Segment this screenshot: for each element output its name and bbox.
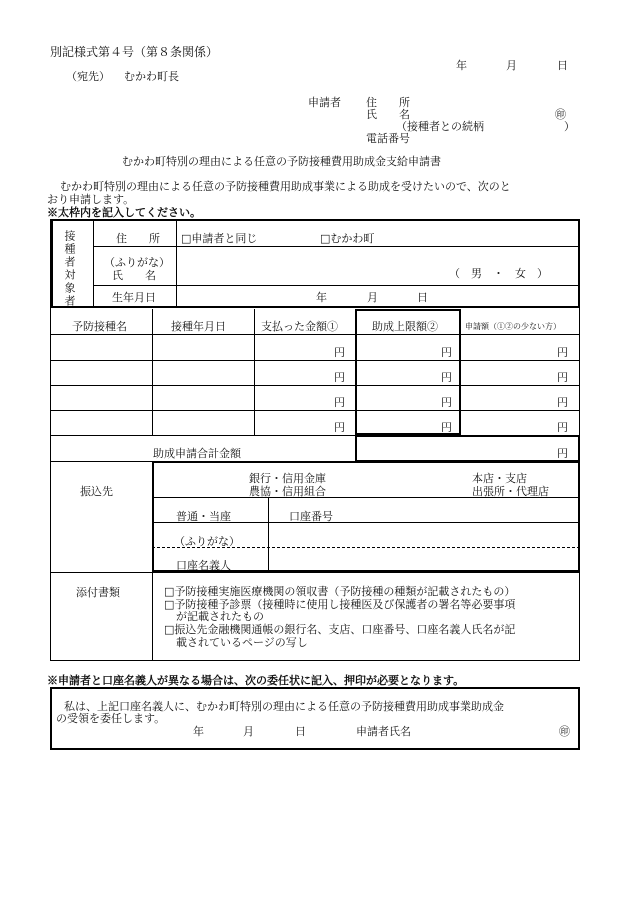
branch-type-line-2: 出張所・代理店 (472, 485, 549, 498)
yen-r3-c5: 円 (557, 396, 568, 409)
account-number-label: 口座番号 (289, 510, 333, 523)
applicant-phone-label: 電話番号 (366, 132, 410, 145)
header-vaccination-date: 接種年月日 (171, 320, 226, 333)
yen-r3-c4: 円 (441, 396, 452, 409)
total-amount-yen: 円 (557, 447, 568, 460)
delegation-line-2: の受領を委任します。 (56, 712, 166, 725)
addressee-prefix: （宛先） (66, 70, 110, 83)
applicant-address-label: 住 所 (366, 96, 410, 109)
header-amount-paid: 支払った金額① (261, 320, 338, 333)
addressee: むかわ町長 (124, 70, 179, 83)
attachment-questionnaire-cont: が記載されたもの (176, 610, 264, 623)
date-day: 日 (557, 59, 568, 72)
page-title: むかわ町特別の理由による任意の予防接種費用助成金支給申請書 (122, 155, 441, 168)
recipient-name-label: 氏 名 (112, 269, 156, 282)
intro-line-2: おり申請します。 (47, 193, 135, 206)
yen-r1-c4: 円 (441, 346, 452, 359)
birth-date-label: 生年月日 (112, 291, 156, 304)
delegation-year: 年 (193, 725, 204, 738)
yen-r2-c3: 円 (334, 371, 345, 384)
delegation-applicant-name-label: 申請者氏名 (356, 725, 411, 738)
recipient-section-label: 接種者対象者 (63, 230, 76, 308)
delegation-day: 日 (295, 725, 306, 738)
header-grant-limit: 助成上限額② (372, 320, 438, 333)
gender-selector[interactable]: （ 男 ・ 女 ） (449, 267, 548, 280)
delegation-month: 月 (243, 725, 254, 738)
holder-furigana-label: （ふりがな） (174, 535, 240, 548)
date-month: 月 (506, 59, 517, 72)
bank-type-line-2: 農協・信用組合 (249, 485, 326, 498)
attachments-label: 添付書類 (76, 586, 120, 599)
applicant-label: 申請者 (308, 96, 341, 109)
mukawa-checkbox[interactable]: □むかわ町 (320, 232, 375, 245)
total-amount-label: 助成申請合計金額 (153, 447, 241, 460)
delegation-seal-mark: ㊞ (559, 725, 570, 738)
birth-month: 月 (367, 291, 378, 304)
yen-r3-c3: 円 (334, 396, 345, 409)
yen-r4-c5: 円 (557, 421, 568, 434)
recipient-furigana-label: （ふりがな） (104, 256, 170, 269)
date-year: 年 (456, 59, 467, 72)
total-amount-field (355, 435, 580, 462)
same-as-applicant-checkbox[interactable]: □申請者と同じ (181, 232, 258, 245)
yen-r4-c3: 円 (334, 421, 345, 434)
yen-r1-c5: 円 (557, 346, 568, 359)
form-number: 別記様式第４号（第８条関係） (50, 45, 219, 59)
attachment-passbook-checkbox[interactable]: □振込先金融機関通帳の銀行名、支店、口座番号、口座名義人氏名が記 (164, 623, 516, 636)
bank-section-label: 振込先 (80, 485, 113, 498)
header-application-amount: 申請額（①②の少ない方） (465, 322, 561, 331)
birth-year: 年 (316, 291, 327, 304)
relation-label: （接種者との続柄 (396, 120, 484, 133)
yen-r2-c5: 円 (557, 371, 568, 384)
instruction-note: ※太枠内を記入してください。 (47, 206, 201, 219)
attachment-questionnaire-checkbox[interactable]: □予防接種予診票（接種時に使用し接種医及び保護者の署名等必要事項 (164, 598, 516, 611)
relation-close: ） (564, 120, 575, 133)
header-vaccine-name: 予防接種名 (72, 320, 127, 333)
applicant-name-label: 氏 名 (366, 108, 410, 121)
birth-day: 日 (417, 291, 428, 304)
delegation-note: ※申請者と口座名義人が異なる場合は、次の委任状に記入、押印が必要となります。 (47, 674, 465, 687)
yen-r2-c4: 円 (441, 371, 452, 384)
account-type[interactable]: 普通・当座 (176, 510, 231, 523)
branch-type-line-1: 本店・支店 (472, 472, 527, 485)
delegation-line-1: 私は、上記口座名義人に、むかわ町特別の理由による任意の予防接種費用助成事業助成金 (64, 700, 504, 713)
attachment-passbook-cont: 載されているページの写し (176, 636, 308, 649)
bank-type-line-1: 銀行・信用金庫 (249, 472, 326, 485)
account-holder-label: 口座名義人 (176, 559, 231, 572)
recipient-address-label: 住 所 (116, 232, 160, 245)
intro-line-1: むかわ町特別の理由による任意の予防接種費用助成事業による助成を受けたいので、次のと (60, 180, 511, 193)
seal-mark: ㊞ (555, 108, 566, 121)
yen-r4-c4: 円 (441, 421, 452, 434)
yen-r1-c3: 円 (334, 346, 345, 359)
attachment-receipt-checkbox[interactable]: □予防接種実施医療機関の領収書（予防接種の種類が記載されたもの） (164, 585, 516, 598)
